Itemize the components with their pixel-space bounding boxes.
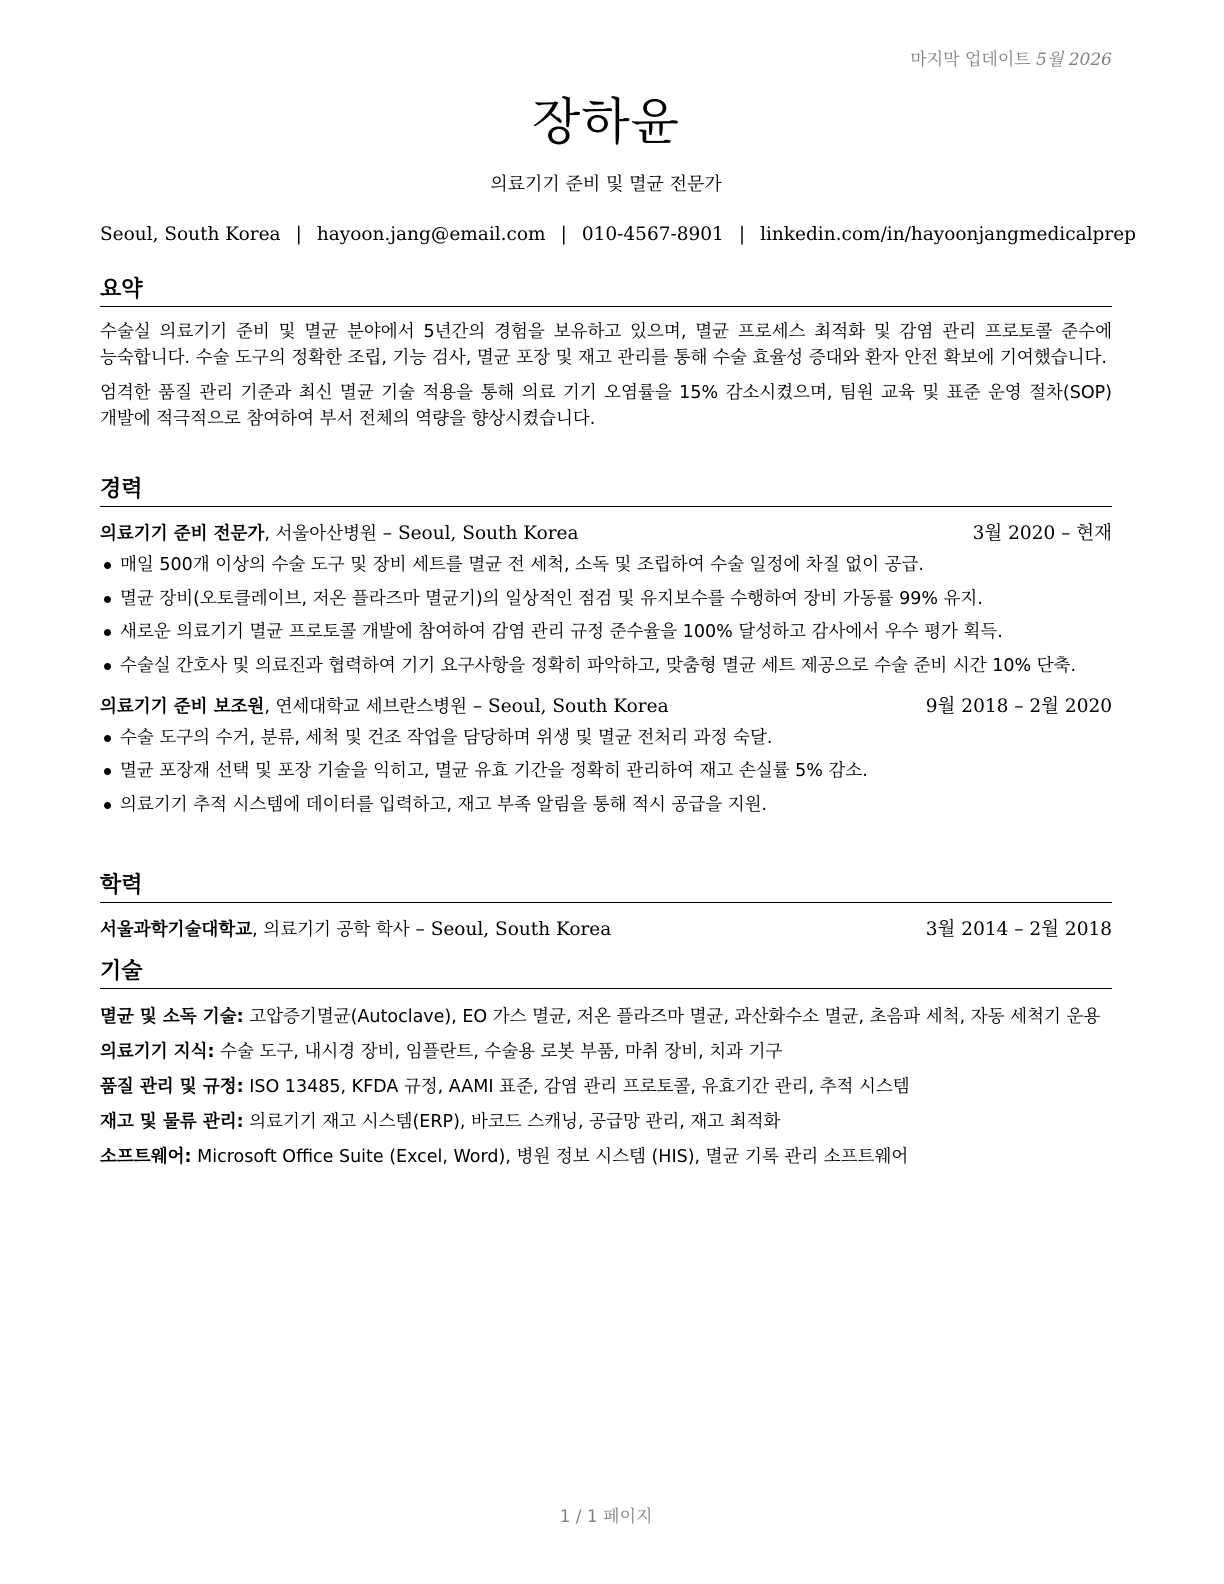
school-name: 서울과학기술대학교 xyxy=(100,920,253,940)
contact-separator: | xyxy=(295,224,302,245)
job-bullet: 수술 도구의 수거, 분류, 세척 및 건조 작업을 담당하며 위생 및 멸균 전처리 과정 숙달. xyxy=(100,725,1112,751)
candidate-headline: 의료기기 준비 및 멸균 전문가 xyxy=(490,174,722,195)
resume-page xyxy=(100,0,1137,1584)
last-updated-label: 마지막 업데이트 xyxy=(910,50,1031,70)
skill-value: ISO 13485, KFDA 규정, AAMI 표준, 감염 관리 프로토콜, 유효기간 관리, 추적 시스템 xyxy=(249,1077,910,1097)
skill-row xyxy=(100,1004,1112,1030)
job-title: 의료기기 준비 보조원 xyxy=(100,696,265,717)
skill-value: 의료기기 재고 시스템(ERP), 바코드 스캐닝, 공급망 관리, 재고 최적화 xyxy=(249,1112,781,1132)
contact-separator: | xyxy=(738,224,746,245)
job-bullet: 새로운 의료기기 멸균 프로토콜 개발에 참여하여 감염 관리 규정 준수율을 100% 달성하고 감사에서 우수 평가 획득. xyxy=(100,619,1112,645)
skill-row xyxy=(100,1039,1112,1065)
skills-section xyxy=(100,958,1112,1179)
section-title-education: 학력 xyxy=(100,872,1112,903)
experience-entry xyxy=(100,694,1112,818)
last-updated xyxy=(910,45,1112,70)
skill-value: 고압증기멸균(Autoclave), EO 가스 멸균, 저온 플라즈마 멸균, 과산화수소 멸균, 초음파 세척, 자동 세척기 운용 xyxy=(249,1007,1101,1027)
skill-label: 재고 및 물류 관리: xyxy=(100,1112,244,1132)
experience-section xyxy=(100,476,1112,825)
job-location: Seoul, South Korea xyxy=(488,695,669,717)
summary-paragraph: 엄격한 품질 관리 기준과 최신 멸균 기술 적용을 통해 의료 기기 오염률을 15% 감소시켰으며, 팀원 교육 및 표준 운영 절차(SOP) 개발에 적극적으로 참여하여 부서 전체의 역량을 향상시켰습니다. xyxy=(100,383,1112,429)
experience-entry-header: 의료기기 준비 전문가, 서울아산병원 – Seoul, South Korea 3월 2020 – 현재 xyxy=(100,521,1112,547)
degree: 의료기기 공학 학사 xyxy=(263,920,410,940)
contact-line xyxy=(100,224,1137,245)
job-dates: 9월 2018 – 2월 2020 xyxy=(925,695,1112,717)
job-bullet: 멸균 장비(오토클레이브, 저온 플라즈마 멸균기)의 일상적인 점검 및 유지보수를 수행하여 장비 가동률 99% 유지. xyxy=(100,586,1112,612)
job-bullets xyxy=(100,552,1112,679)
skill-label: 품질 관리 및 규정: xyxy=(100,1077,244,1097)
page-number: 1 / 1 페이지 xyxy=(559,1507,653,1527)
contact-linkedin[interactable]: linkedin.com/in/hayoonjangmedicalprep xyxy=(760,224,1137,245)
experience-entry xyxy=(100,521,1112,679)
section-title-summary: 요약 xyxy=(100,276,1112,307)
job-dates: 3월 2020 – 현재 xyxy=(972,523,1112,544)
education-entry: 서울과학기술대학교, 의료기기 공학 학사 – Seoul, South Korea 3월 2014 – 2월 2018 xyxy=(100,917,1112,943)
school-location: Seoul, South Korea xyxy=(430,919,612,940)
last-updated-year: 2026 xyxy=(1068,50,1112,70)
section-title-skills: 기술 xyxy=(100,958,1112,989)
contact-phone[interactable]: 010-4567-8901 xyxy=(581,224,724,245)
skill-label: 멸균 및 소독 기술: xyxy=(100,1007,244,1027)
skill-label: 의료기기 지식: xyxy=(100,1042,215,1062)
job-bullet: 매일 500개 이상의 수술 도구 및 장비 세트를 멸균 전 세척, 소독 및 조립하여 수술 일정에 차질 없이 공급. xyxy=(100,552,1112,578)
skill-value: 수술 도구, 내시경 장비, 임플란트, 수술용 로봇 부품, 마취 장비, 치과 기구 xyxy=(220,1042,783,1062)
education-dates: 3월 2014 – 2월 2018 xyxy=(925,919,1112,940)
skill-row xyxy=(100,1109,1112,1135)
experience-entry-header: 의료기기 준비 보조원, 연세대학교 세브란스병원 – Seoul, South Korea 9월 2018 – 2월 2020 xyxy=(100,694,1112,720)
job-location: Seoul, South Korea xyxy=(397,523,579,544)
employer: 서울아산병원 xyxy=(275,524,377,544)
job-title: 의료기기 준비 전문가 xyxy=(100,524,265,544)
employer: 연세대학교 세브란스병원 xyxy=(275,696,468,717)
contact-location: Seoul, South Korea xyxy=(100,224,281,245)
job-bullet: 수술실 간호사 및 의료진과 협력하여 기기 요구사항을 정확히 파악하고, 맞춤형 멸균 세트 제공으로 수술 준비 시간 10% 단축. xyxy=(100,653,1112,679)
education-section xyxy=(100,872,1112,943)
skill-row xyxy=(100,1144,1112,1170)
candidate-name: 장하윤 xyxy=(532,93,680,151)
last-updated-month: 5월 xyxy=(1036,50,1064,70)
job-bullets xyxy=(100,725,1112,818)
summary-section xyxy=(100,276,1112,432)
skill-label: 소프트웨어: xyxy=(100,1147,192,1167)
summary-paragraph: 수술실 의료기기 준비 및 멸균 분야에서 5년간의 경험을 보유하고 있으며, 멸균 프로세스 최적화 및 감염 관리 프로토콜 준수에 능숙합니다. 수술 도구의 정확한 조립, 기능 검사, 멸균 포장 및 재고 관리를 통해 수술 효율성 증대와 환자 안전 확보에 기여했습니다. xyxy=(100,322,1112,368)
skill-row xyxy=(100,1074,1112,1100)
contact-separator: | xyxy=(560,224,567,245)
job-bullet: 멸균 포장재 선택 및 포장 기술을 익히고, 멸균 유효 기간을 정확히 관리하여 재고 손실률 5% 감소. xyxy=(100,758,1112,784)
section-title-experience: 경력 xyxy=(100,476,1112,507)
contact-email[interactable]: hayoon.jang@email.com xyxy=(316,224,546,245)
skill-value: Microsoft Office Suite (Excel, Word), 병원 정보 시스템 (HIS), 멸균 기록 관리 소프트웨어 xyxy=(197,1147,909,1167)
job-bullet: 의료기기 추적 시스템에 데이터를 입력하고, 재고 부족 알림을 통해 적시 공급을 지원. xyxy=(100,792,1112,818)
